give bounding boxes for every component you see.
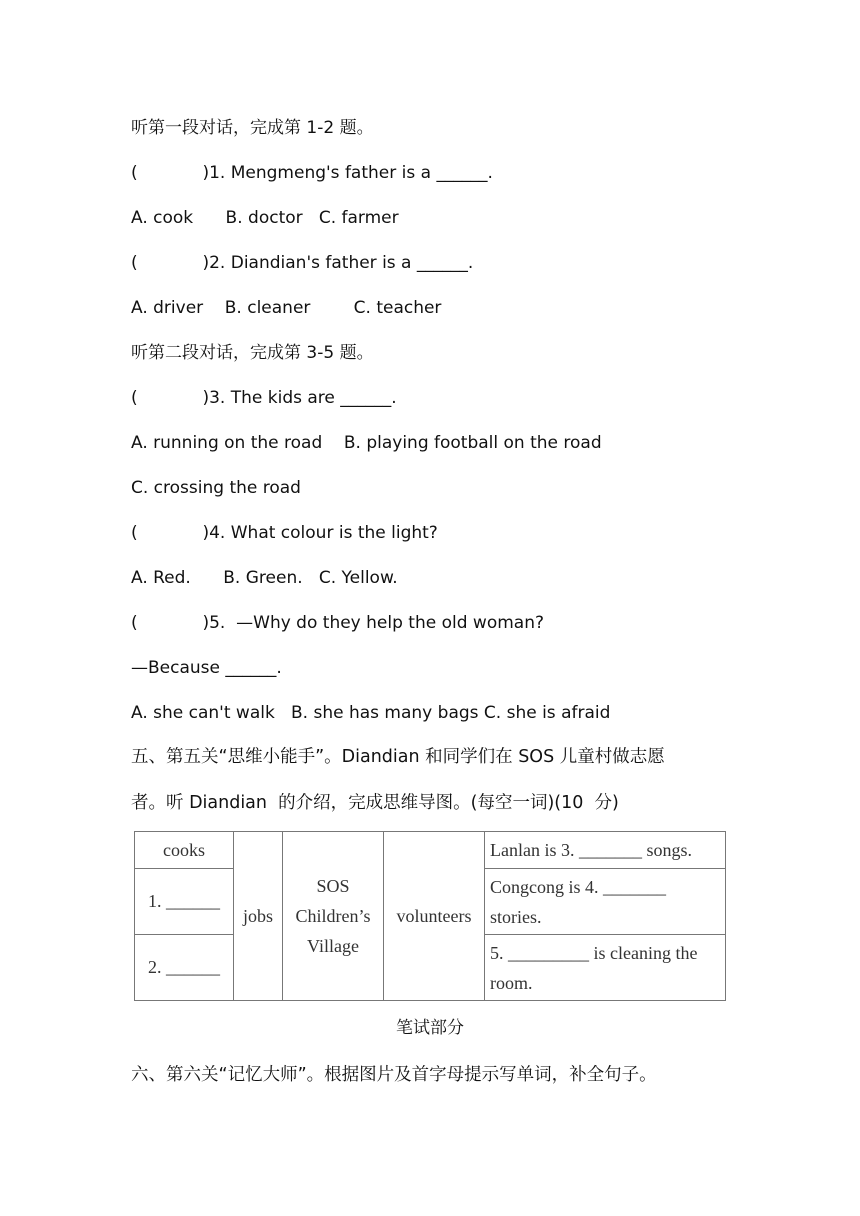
part2-heading: 听第二段对话，完成第 3-5 题。 bbox=[131, 343, 374, 363]
question-4: ( )4. What colour is the light? bbox=[131, 523, 438, 543]
question-3-options-line1: A. running on the road B. playing football on the road bbox=[131, 433, 602, 453]
question-2: ( )2. Diandian's father is a ______. bbox=[131, 253, 474, 273]
mind-map-center: SOS Children’s Village bbox=[283, 832, 384, 1001]
section5-title-line1: 五、第五关“思维小能手”。Diandian 和同学们在 SOS 儿童村做志愿 bbox=[131, 747, 665, 767]
jobs-label: jobs bbox=[234, 832, 283, 1001]
jobs-item-cooks: cooks bbox=[135, 832, 234, 869]
section6-title: 六、第六关“记忆大师”。根据图片及首字母提示写单词，补全句子。 bbox=[131, 1065, 657, 1085]
volunteers-label: volunteers bbox=[384, 832, 485, 1001]
question-5: ( )5. —Why do they help the old woman? bbox=[131, 613, 544, 633]
part1-heading: 听第一段对话，完成第 1-2 题。 bbox=[131, 118, 374, 138]
section5-title-line2: 者。听 Diandian 的介绍，完成思维导图。(每空一词)(10 分) bbox=[131, 793, 619, 813]
jobs-item-blank-1: 1. ______ bbox=[135, 869, 234, 935]
question-3-options-line2: C. crossing the road bbox=[131, 478, 301, 498]
mind-map-table bbox=[134, 831, 726, 1001]
jobs-item-blank-2: 2. ______ bbox=[135, 935, 234, 1001]
volunteer-item-cleaning: 5. _________ is cleaning the room. bbox=[485, 935, 726, 1001]
question-3: ( )3. The kids are ______. bbox=[131, 388, 397, 408]
volunteer-item-congcong: Congcong is 4. _______ stories. bbox=[485, 869, 726, 935]
question-1-options: A. cook B. doctor C. farmer bbox=[131, 208, 399, 228]
written-section-heading: 笔试部分 bbox=[396, 1018, 464, 1038]
question-1: ( )1. Mengmeng's father is a ______. bbox=[131, 163, 493, 183]
question-5-answer: —Because ______. bbox=[131, 658, 282, 678]
question-4-options: A. Red. B. Green. C. Yellow. bbox=[131, 568, 398, 588]
volunteer-item-lanlan: Lanlan is 3. _______ songs. bbox=[485, 832, 726, 869]
question-2-options: A. driver B. cleaner C. teacher bbox=[131, 298, 442, 318]
question-5-options: A. she can't walk B. she has many bags C. she is afraid bbox=[131, 703, 611, 723]
